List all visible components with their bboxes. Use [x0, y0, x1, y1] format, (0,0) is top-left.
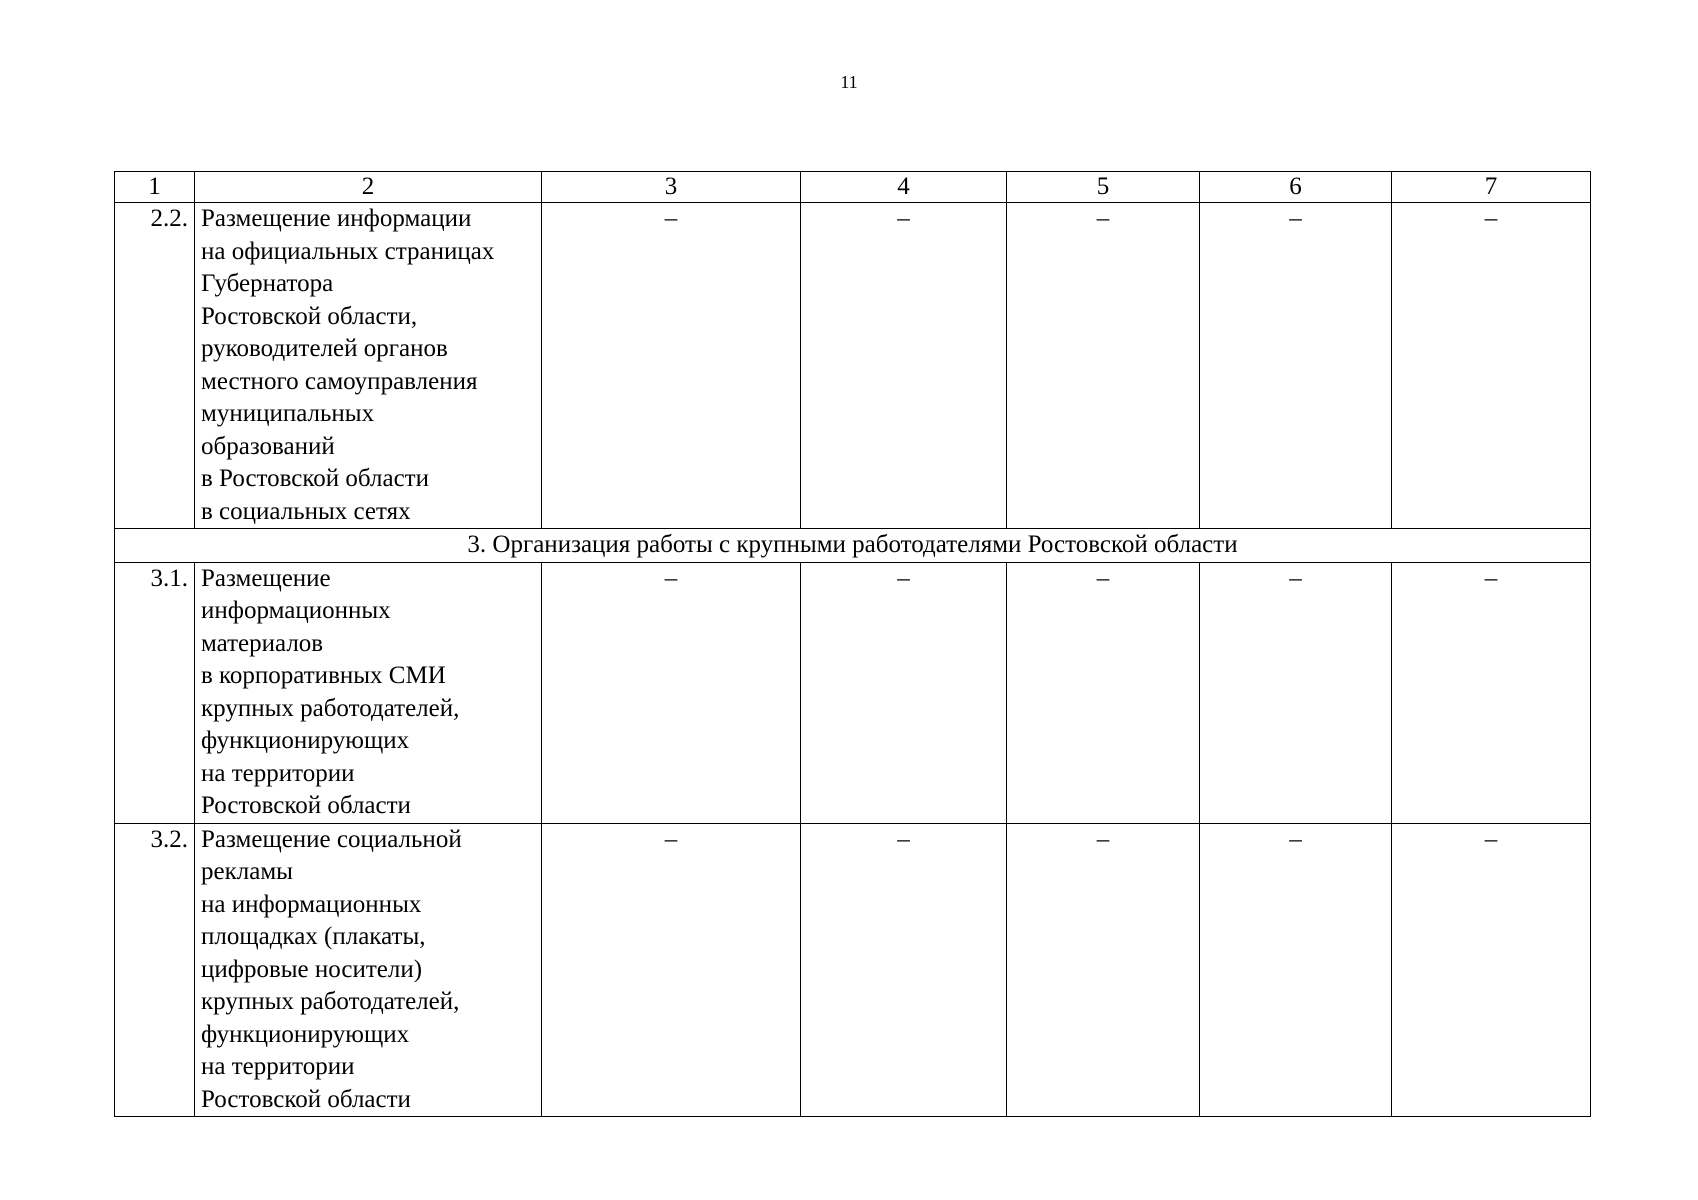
value-cell: –: [542, 823, 801, 1117]
table-row: [115, 203, 1591, 529]
description-line: на официальных страницах: [201, 237, 495, 265]
item-description: [195, 823, 542, 1117]
description-line: на территории: [201, 759, 355, 787]
table-row: [115, 562, 1591, 823]
value-cell: –: [1007, 203, 1200, 529]
item-description: [195, 203, 542, 529]
description-line: Ростовской области,: [201, 302, 418, 330]
value-cell: –: [1200, 823, 1392, 1117]
value-cell: –: [1200, 203, 1392, 529]
description-line: Размещение: [201, 564, 331, 592]
column-number: 6: [1200, 172, 1392, 203]
column-number: 1: [115, 172, 195, 203]
page-number: 11: [840, 72, 858, 92]
description-line: образований: [201, 432, 335, 460]
description-line: функционирующих: [201, 1020, 410, 1048]
value-cell: –: [801, 203, 1007, 529]
description-line: Ростовской области: [201, 792, 411, 819]
description-line: крупных работодателей,: [201, 988, 460, 1015]
value-cell: –: [1392, 203, 1591, 529]
value-cell: –: [1007, 823, 1200, 1117]
item-number: 2.2.: [115, 203, 195, 529]
description-line: в корпоративных СМИ: [201, 662, 446, 689]
description-line: информационных: [201, 597, 391, 624]
column-number: 3: [542, 172, 801, 203]
description-line: местного самоуправления: [201, 367, 478, 395]
value-cell: –: [1392, 823, 1591, 1117]
description-line: Ростовской области: [201, 1085, 411, 1113]
description-line: муниципальных: [201, 400, 375, 427]
item-number: 3.2.: [115, 823, 195, 1117]
section-heading-row: [115, 529, 1591, 563]
value-cell: –: [542, 562, 801, 823]
description-line: Размещение информации: [201, 205, 472, 232]
value-cell: –: [1007, 562, 1200, 823]
description-line: Губернатора: [201, 270, 334, 297]
description-line: руководителей органов: [201, 335, 448, 362]
value-cell: –: [801, 562, 1007, 823]
item-description: [195, 562, 542, 823]
column-number: 4: [801, 172, 1007, 203]
column-number: 7: [1392, 172, 1591, 203]
item-number: 3.1.: [115, 562, 195, 823]
description-line: цифровые носители): [201, 955, 423, 983]
value-cell: –: [542, 203, 801, 529]
value-cell: –: [1392, 562, 1591, 823]
description-line: рекламы: [201, 858, 293, 885]
table-row: [115, 823, 1591, 1117]
description-line: в социальных сетях: [201, 497, 411, 525]
plan-table: [114, 171, 1591, 1117]
column-number: 2: [195, 172, 542, 203]
column-number-row: [115, 172, 1591, 203]
description-line: функционирующих: [201, 727, 410, 754]
description-line: крупных работодателей,: [201, 694, 460, 722]
description-line: площадках (плакаты,: [201, 923, 426, 950]
column-number: 5: [1007, 172, 1200, 203]
description-line: материалов: [201, 629, 324, 657]
section-title: 3. Организация работы с крупными работодателями Ростовской области: [115, 529, 1591, 563]
description-line: на территории: [201, 1053, 355, 1080]
description-line: в Ростовской области: [201, 465, 429, 492]
value-cell: –: [801, 823, 1007, 1117]
description-line: Размещение социальной: [201, 825, 462, 853]
value-cell: –: [1200, 562, 1392, 823]
description-line: на информационных: [201, 890, 422, 918]
